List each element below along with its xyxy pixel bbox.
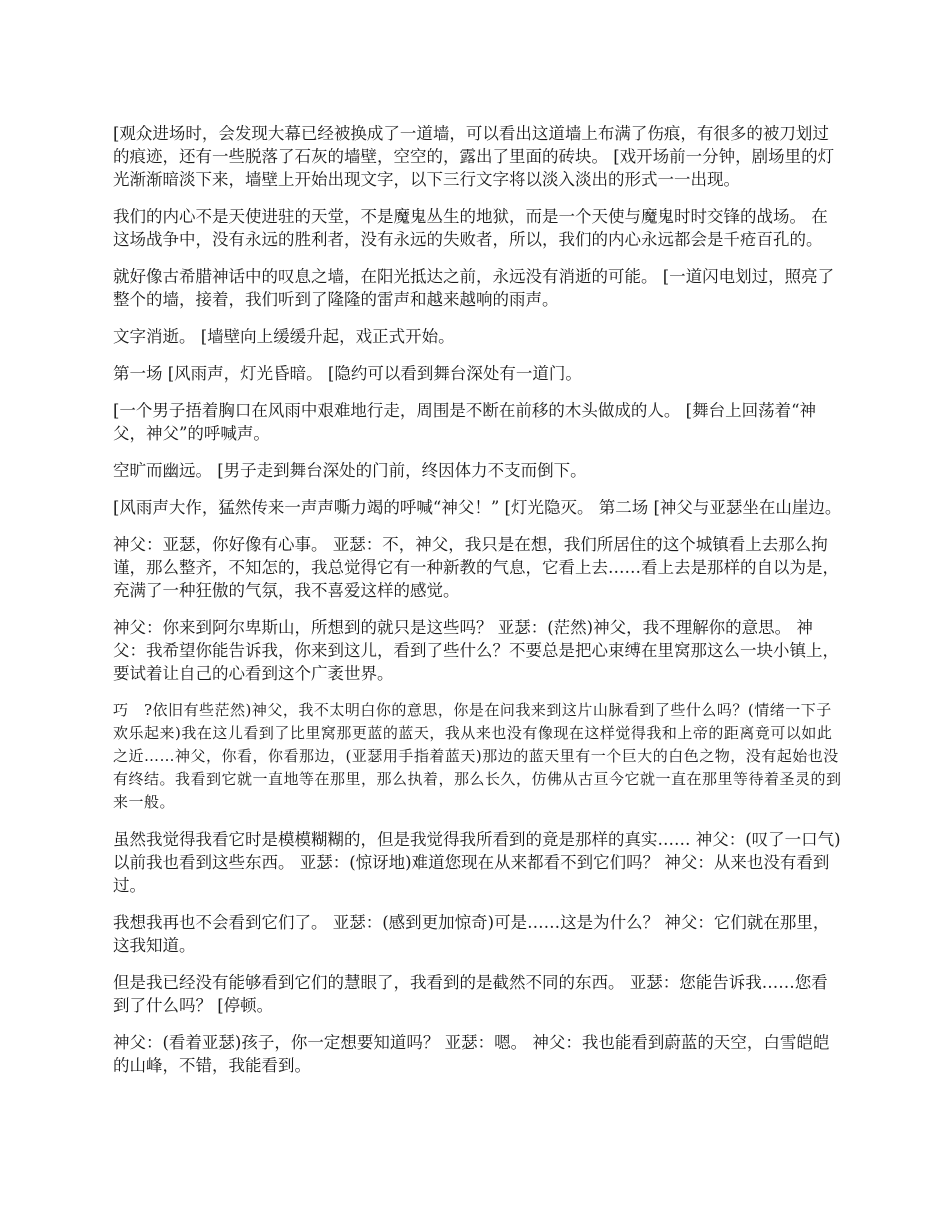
- paragraph-dialogue-different-things: 但是我已经没有能够看到它们的慧眼了，我看到的是截然不同的东西。 亚瑟：您能告诉我……您看到了什么吗？ [停顿。: [113, 973, 828, 1015]
- paragraph-dialogue-blue-sky-snow: 神父：(看着亚瑟)孩子，你一定想要知道吗？ 亚瑟：嗯。 神父：我也能看到蔚蓝的天空，白雪皑皑的山峰，不错，我能看到。: [113, 1033, 830, 1075]
- paragraph-scene-two: [风雨声大作，猛然传来一声声嘶力竭的呼喊“神父！” [灯光隐灭。 第二场 [神父与亚瑟坐在山崖边。: [113, 498, 842, 517]
- document-body: [113, 122, 843, 1091]
- paragraph-dialogue-alps: 神父：你来到阿尔卑斯山，所想到的就只是这些吗？ 亚瑟：(茫然)神父，我不理解你的意思。 神父：我希望你能告诉我，你来到这儿，看到了些什么？不要总是把心束缚在里窝那这么一块小镇上，要试着让自己的心看到这个广袤世界。: [113, 618, 839, 683]
- paragraph-man-collapses: 空旷而幽远。 [男子走到舞台深处的门前，终因体力不支而倒下。: [113, 461, 587, 480]
- paragraph-wall-of-sighs: 就好像古希腊神话中的叹息之墙，在阳光抵达之前，永远没有消逝的可能。 [一道闪电划过，照亮了整个的墙，接着，我们听到了隆隆的雷声和越来越响的雨声。: [113, 267, 835, 309]
- paragraph-scene-one: 第一场 [风雨声，灯光昏暗。 [隐约可以看到舞台深处有一道门。: [113, 364, 582, 383]
- paragraph-text-fades: 文字消逝。 [墙壁向上缓缓升起，戏正式开始。: [113, 327, 455, 346]
- paragraph-man-in-storm: [一个男子捂着胸口在风雨中艰难地行走，周围是不断在前移的木头做成的人。 [舞台上回荡着“神父，神父”的呼喊声。: [113, 401, 817, 443]
- paragraph-inner-battlefield: 我们的内心不是天使进驻的天堂，不是魔鬼丛生的地狱，而是一个天使与魔鬼时时交锋的战场。 在这场战争中，没有永远的胜利者，没有永远的失败者，所以，我们的内心永远都会是千疮百孔的。: [113, 207, 828, 249]
- paragraph-dialogue-blue-sky: 巧 ?依旧有些茫然)神父，我不太明白你的意思，你是在问我来到这片山脉看到了些什么吗？(情绪一下子欢乐起来)我在这儿看到了比里窝那更蓝的蓝天，我从来也没有像现在这样觉得我和上帝的距离竟可以如此之近……神父，你看，你看那边，(亚瑟用手指着蓝天)那边的蓝天里有一个巨大的白色之物，没有起始也没有终结。我看到它就一直地等在那里，那么执着，那么长久，仿佛从古亘今它就一直在那里等待着圣灵的到来一般。: [113, 701, 842, 811]
- paragraph-dialogue-never-again: 我想我再也不会看到它们了。 亚瑟：(感到更加惊奇)可是……这是为什么？ 神父：它们就在那里，这我知道。: [113, 913, 830, 955]
- paragraph-dialogue-vague-vision: 虽然我觉得我看它时是模模糊糊的，但是我觉得我所看到的竟是那样的真实…… 神父：(叹了一口气)以前我也看到这些东西。 亚瑟：(惊讶地)难道您现在从来都看不到它们吗？ 神父：从来也没有看到过。: [113, 830, 841, 895]
- paragraph-dialogue-town: 神父：亚瑟，你好像有心事。 亚瑟：不，神父，我只是在想，我们所居住的这个城镇看上去那么拘谨，那么整齐，不知怎的，我总觉得它有一种新教的气息，它看上去……看上去是那样的自以为是，充满了一种狂傲的气氛，我不喜爱这样的感觉。: [113, 535, 839, 600]
- paragraph-stage-direction-opening: [观众进场时，会发现大幕已经被换成了一道墙，可以看出这道墙上布满了伤痕，有很多的被刀划过的痕迹，还有一些脱落了石灰的墙壁，空空的，露出了里面的砖块。 [戏开场前一分钟，剧场里的灯光渐渐暗淡下来，墙壁上开始出现文字，以下三行文字将以淡入淡出的形式一一出现。: [113, 124, 835, 189]
